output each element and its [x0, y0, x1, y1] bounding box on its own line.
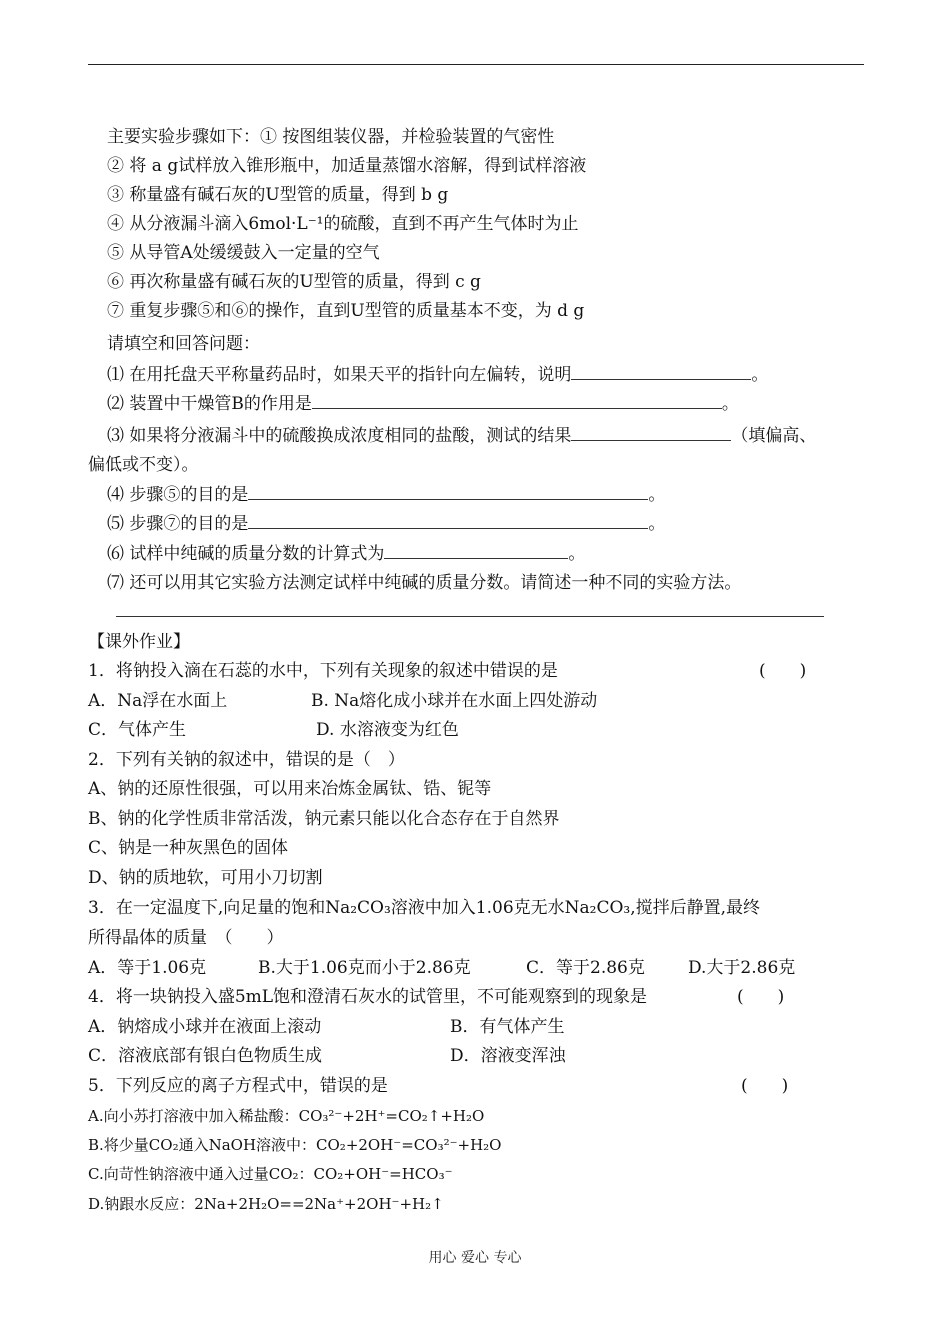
problem-4-option-a: A．钠熔成小球并在液面上滚动: [88, 1017, 322, 1037]
problem-2-option-b: B、钠的化学性质非常活泼，钠元素只能以化合态存在于自然界: [88, 809, 560, 829]
step-intro: 主要实验步骤如下：① 按图组装仪器，并检验装置的气密性: [107, 127, 555, 147]
problem-4-paren: ( ): [737, 987, 785, 1007]
question-5-end: 。: [648, 514, 666, 534]
problem-4-option-c: C．溶液底部有银白色物质生成: [88, 1046, 323, 1066]
problem-3-option-c: C．等于2.86克: [526, 958, 645, 978]
question-7: ⑺ 还可以用其它实验方法测定试样中纯碱的质量分数。请简述一种不同的实验方法。: [107, 573, 742, 593]
question-4-end: 。: [648, 485, 666, 505]
question-3: [107, 424, 816, 447]
answer-line-7[interactable]: [116, 616, 824, 617]
question-2-end: 。: [721, 394, 739, 414]
problem-5: 5．下列反应的离子方程式中，错误的是: [88, 1076, 388, 1096]
problem-5-option-b: B.将少量CO₂通入NaOH溶液中：CO₂+2OH⁻=CO₃²⁻+H₂O: [88, 1136, 502, 1154]
step-4: ④ 从分液漏斗滴入6mol·L⁻¹的硫酸，直到不再产生气体时为止: [107, 214, 579, 234]
question-3-text: ⑶ 如果将分液漏斗中的硫酸换成浓度相同的盐酸，测试的结果: [107, 426, 572, 446]
problem-1-option-a: A．Na浮在水面上: [88, 691, 228, 711]
problem-2-option-d: D、钠的质地软，可用小刀切割: [88, 868, 323, 888]
problem-2-option-c: C、钠是一种灰黑色的固体: [88, 838, 289, 858]
question-6-text: ⑹ 试样中纯碱的质量分数的计算式为: [107, 544, 385, 564]
question-2-text: ⑵ 装置中干燥管B的作用是: [107, 394, 312, 414]
problem-1-paren: ( ): [759, 661, 807, 681]
problem-5-paren: ( ): [741, 1076, 789, 1096]
answer-blank-1[interactable]: [571, 363, 751, 380]
problem-3-cont: 所得晶体的质量 （ ）: [88, 928, 284, 948]
question-4-text: ⑷ 步骤⑤的目的是: [107, 485, 249, 505]
step-7: ⑦ 重复步骤⑤和⑥的操作，直到U型管的质量基本不变，为 d g: [107, 301, 585, 321]
answer-blank-2[interactable]: [312, 392, 722, 409]
problem-4-option-d: D．溶液变浑浊: [450, 1046, 566, 1066]
question-3-cont: 偏低或不变）。: [88, 455, 199, 475]
header-rule: [88, 64, 864, 65]
problem-1-option-b: B. Na熔化成小球并在水面上四处游动: [311, 691, 598, 711]
step-3: ③ 称量盛有碱石灰的U型管的质量，得到 b g: [107, 185, 449, 205]
question-prompt: 请填空和回答问题：: [107, 334, 260, 354]
question-4: [107, 483, 665, 506]
problem-3: 3．在一定温度下,向足量的饱和Na₂CO₃溶液中加入1.06克无水Na₂CO₃,搅拌后静置,最终: [88, 898, 761, 918]
question-1: [107, 363, 768, 386]
question-5: [107, 512, 665, 535]
answer-blank-6[interactable]: [384, 542, 568, 559]
step-2: ② 将 a g试样放入锥形瓶中，加适量蒸馏水溶解，得到试样溶液: [107, 156, 587, 176]
problem-3-option-d: D.大于2.86克: [688, 958, 796, 978]
problem-5-option-a: A.向小苏打溶液中加入稀盐酸：CO₃²⁻+2H⁺=CO₂↑+H₂O: [88, 1107, 485, 1125]
question-6-end: 。: [568, 544, 586, 564]
problem-5-option-d: D.钠跟水反应：2Na+2H₂O==2Na⁺+2OH⁻+H₂↑: [88, 1195, 444, 1213]
question-1-text: ⑴ 在用托盘天平称量药品时，如果天平的指针向左偏转，说明: [107, 365, 572, 385]
homework-title: 【课外作业】: [88, 632, 190, 652]
problem-2: 2．下列有关钠的叙述中，错误的是（ ）: [88, 750, 405, 770]
answer-blank-5[interactable]: [248, 512, 648, 529]
problem-2-option-a: A、钠的还原性很强，可以用来冶炼金属钛、锆、铌等: [88, 779, 492, 799]
problem-3-option-a: A．等于1.06克: [88, 958, 207, 978]
problem-4: 4．将一块钠投入盛5mL饱和澄清石灰水的试管里，不可能观察到的现象是: [88, 987, 648, 1007]
problem-1-option-d: D. 水溶液变为红色: [316, 720, 459, 740]
answer-blank-4[interactable]: [248, 483, 648, 500]
question-2: [107, 392, 739, 415]
question-5-text: ⑸ 步骤⑦的目的是: [107, 514, 249, 534]
answer-blank-3[interactable]: [571, 424, 731, 441]
problem-5-option-c: C.向苛性钠溶液中通入过量CO₂：CO₂+OH⁻=HCO₃⁻: [88, 1165, 453, 1183]
step-5: ⑤ 从导管A处缓缓鼓入一定量的空气: [107, 243, 380, 263]
question-1-end: 。: [751, 365, 769, 385]
step-6: ⑥ 再次称量盛有碱石灰的U型管的质量，得到 c g: [107, 272, 481, 292]
question-6: [107, 542, 585, 565]
page-footer: 用心 爱心 专心: [428, 1250, 522, 1266]
problem-1-option-c: C．气体产生: [88, 720, 187, 740]
question-3-end: （填偏高、: [731, 426, 817, 446]
problem-3-option-b: B.大于1.06克而小于2.86克: [258, 958, 471, 978]
problem-4-option-b: B．有气体产生: [450, 1017, 565, 1037]
problem-1: 1．将钠投入滴在石蕊的水中，下列有关现象的叙述中错误的是: [88, 661, 558, 681]
